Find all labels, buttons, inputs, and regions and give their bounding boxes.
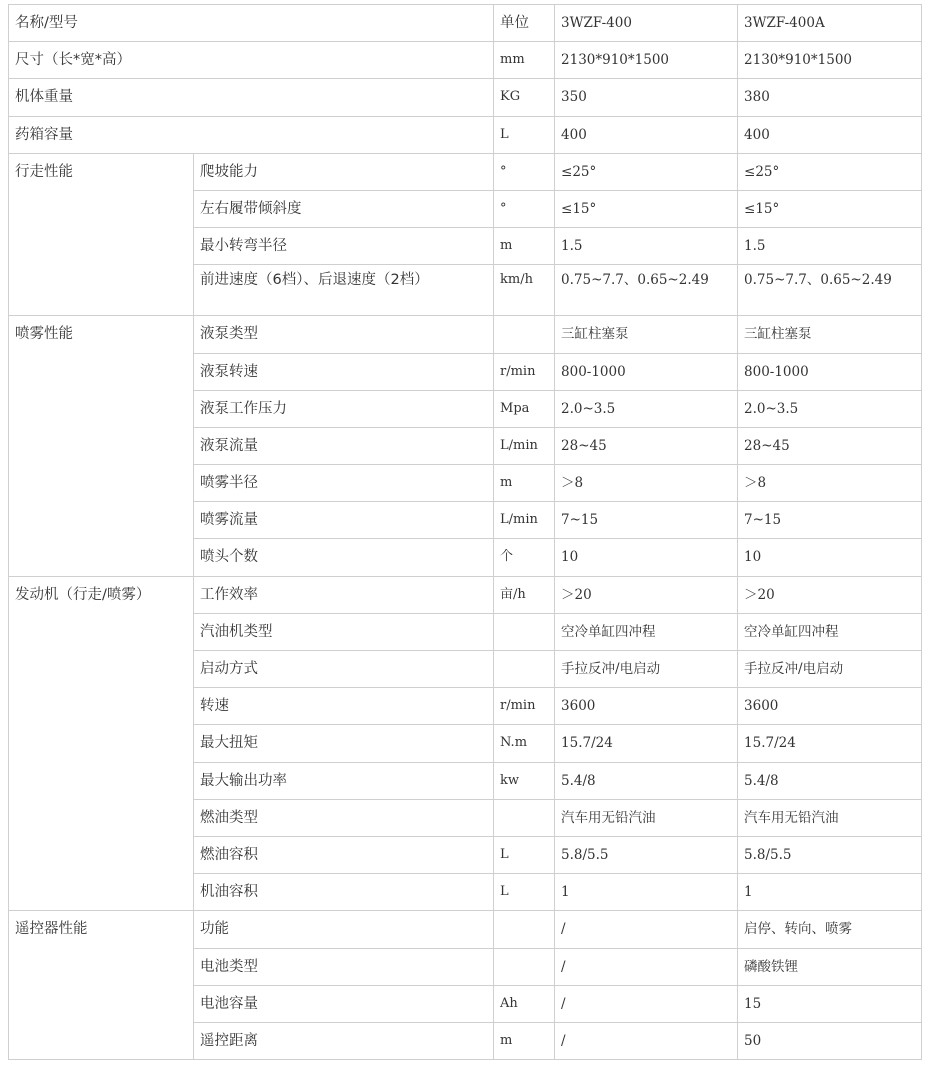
param-name-cell-text: 前进速度（6档）、后退速度（2档） — [200, 272, 429, 289]
unit-cell-text: 个 — [500, 549, 514, 565]
model-a-value-cell-text: ＞20 — [561, 586, 592, 603]
unit-cell — [494, 465, 555, 502]
model-a-value-cell — [555, 651, 738, 688]
param-name-cell — [9, 116, 494, 153]
unit-cell-text: m — [500, 238, 513, 254]
model-a-value-cell — [555, 911, 738, 948]
unit-cell-text — [500, 949, 548, 958]
model-b-value-cell-text: 15.7/24 — [744, 735, 796, 752]
unit-cell-text: L — [500, 884, 509, 900]
model-b-value-cell — [738, 502, 922, 539]
model-a-value-cell — [555, 1022, 738, 1059]
model-a-value-cell-text: / — [561, 1032, 566, 1049]
model-b-value-cell-text: 15 — [744, 995, 762, 1012]
unit-cell — [494, 228, 555, 265]
table-row — [9, 42, 922, 79]
model-b-value-cell — [738, 228, 922, 265]
model-b-value-cell-text: 空冷单缸四冲程 — [744, 623, 839, 640]
model-b-value-cell-text: 5.8/5.5 — [744, 846, 792, 863]
model-a-value-cell — [555, 762, 738, 799]
model-a-value-cell — [555, 190, 738, 227]
unit-cell-text: L/min — [500, 437, 538, 453]
model-b-value-cell — [738, 948, 922, 985]
group-name-cell-text: 行走性能 — [15, 163, 73, 180]
unit-cell-text — [500, 316, 548, 325]
unit-cell — [494, 948, 555, 985]
unit-cell-text: m — [500, 475, 513, 491]
model-b-value-cell — [738, 465, 922, 502]
param-name-cell-text: 遥控距离 — [200, 1032, 258, 1049]
model-a-value-cell — [555, 725, 738, 762]
model-b-value-cell — [738, 153, 922, 190]
model-b-value-cell — [738, 651, 922, 688]
unit-cell — [494, 427, 555, 464]
model-b-value-cell — [738, 613, 922, 650]
model-a-value-cell-text: 5.4/8 — [561, 772, 596, 789]
model-a-value-cell-text: 15.7/24 — [561, 735, 613, 752]
model-b-value-cell — [738, 576, 922, 613]
model-a-value-cell — [555, 799, 738, 836]
param-name-cell — [194, 874, 494, 911]
model-b-value-cell-text: 7~15 — [744, 512, 782, 529]
group-name-cell-text: 发动机（行走/喷雾） — [15, 586, 151, 603]
model-b-value-cell — [738, 836, 922, 873]
model-b-value-cell-text: 3600 — [744, 698, 779, 715]
model-a-value-cell-text: 0.75~7.7、0.65~2.49 — [561, 272, 709, 289]
param-name-cell — [194, 651, 494, 688]
unit-cell — [494, 539, 555, 576]
model-b-value-cell-text: 磷酸铁锂 — [744, 958, 799, 975]
model-b-value-cell-text: 启停、转向、喷雾 — [744, 921, 853, 938]
model-b-value-cell-text: ≤25° — [744, 163, 780, 180]
param-name-cell — [194, 762, 494, 799]
unit-cell-text — [500, 911, 548, 920]
model-b-value-cell-text: 10 — [744, 549, 762, 566]
model-a-value-cell — [555, 390, 738, 427]
model-a-value-cell-text: / — [561, 921, 566, 938]
model-b-value-cell — [738, 427, 922, 464]
unit-cell — [494, 116, 555, 153]
table-header-row — [9, 5, 922, 42]
param-name-cell — [194, 316, 494, 353]
param-name-cell-text: 燃油类型 — [200, 809, 258, 826]
model-b-value-cell — [738, 799, 922, 836]
unit-cell — [494, 190, 555, 227]
unit-cell — [494, 911, 555, 948]
model-a-value-cell — [555, 79, 738, 116]
model-b-value-cell-text: 28~45 — [744, 437, 790, 454]
model-a-value-cell-text: 空冷单缸四冲程 — [561, 623, 656, 640]
param-name-cell-text: 液泵工作压力 — [200, 400, 287, 417]
model-b-value-cell — [738, 911, 922, 948]
model-b-value-cell — [738, 190, 922, 227]
param-name-cell-text: 汽油机类型 — [200, 623, 273, 640]
unit-cell-text: Ah — [500, 995, 518, 1011]
model-a-value-cell-text: 1 — [561, 884, 570, 901]
model-a-value-cell-text: 手拉反冲/电启动 — [561, 661, 661, 677]
unit-cell — [494, 79, 555, 116]
model-a-value-cell — [555, 613, 738, 650]
group-name-cell-text: 喷雾性能 — [15, 326, 73, 343]
param-name-cell — [194, 502, 494, 539]
model-b-value-cell — [738, 265, 922, 316]
model-a-value-cell-text: 800-1000 — [561, 363, 626, 380]
spec-table-body — [9, 5, 922, 1060]
unit-cell — [494, 502, 555, 539]
unit-cell — [494, 799, 555, 836]
param-name-cell — [194, 688, 494, 725]
unit-cell — [494, 762, 555, 799]
model-a-value-cell — [555, 576, 738, 613]
model-b-value-cell-text: 2130*910*1500 — [744, 52, 852, 69]
model-a-value-cell-text: / — [561, 958, 566, 975]
param-name-cell-text: 功能 — [200, 921, 229, 938]
header-model-b-cell — [738, 5, 922, 42]
unit-cell-text: L — [500, 126, 509, 142]
param-name-cell-text: 爬坡能力 — [200, 163, 258, 180]
unit-cell — [494, 688, 555, 725]
table-row — [9, 79, 922, 116]
spec-table — [8, 4, 922, 1060]
param-name-cell-text: 电池类型 — [200, 958, 258, 975]
unit-cell-text: mm — [500, 52, 525, 68]
unit-cell — [494, 613, 555, 650]
model-a-value-cell-text: 1.5 — [561, 238, 583, 255]
model-a-value-cell-text: 28~45 — [561, 437, 607, 454]
table-row — [9, 316, 922, 353]
param-name-cell — [194, 465, 494, 502]
model-b-value-cell — [738, 762, 922, 799]
unit-cell — [494, 390, 555, 427]
param-name-cell-text: 喷雾半径 — [200, 475, 258, 492]
model-a-value-cell-text: 7~15 — [561, 512, 599, 529]
header-name-cell-text: 名称/型号 — [15, 15, 78, 31]
model-a-value-cell — [555, 985, 738, 1022]
table-row — [9, 576, 922, 613]
model-a-value-cell — [555, 153, 738, 190]
table-row — [9, 911, 922, 948]
unit-cell-text: kw — [500, 772, 520, 788]
model-b-value-cell — [738, 539, 922, 576]
unit-cell — [494, 576, 555, 613]
model-a-value-cell-text: / — [561, 995, 566, 1012]
param-name-cell-text: 转速 — [200, 698, 229, 715]
spec-table-container — [8, 4, 922, 1060]
unit-cell-text: ° — [500, 200, 507, 216]
model-a-value-cell — [555, 42, 738, 79]
unit-cell-text: KG — [500, 89, 521, 105]
param-name-cell — [194, 799, 494, 836]
model-a-value-cell-text: ≤25° — [561, 163, 597, 180]
model-a-value-cell-text: 350 — [561, 89, 587, 106]
unit-cell-text: 亩/h — [500, 586, 526, 602]
model-a-value-cell-text: 2.0~3.5 — [561, 400, 616, 417]
param-name-cell — [194, 613, 494, 650]
unit-cell-text: ° — [500, 163, 507, 179]
param-name-cell — [194, 390, 494, 427]
model-a-value-cell — [555, 265, 738, 316]
param-name-cell-text: 喷雾流量 — [200, 512, 258, 529]
unit-cell-text: Mpa — [500, 400, 530, 416]
model-b-value-cell-text: 手拉反冲/电启动 — [744, 661, 844, 677]
param-name-cell — [194, 985, 494, 1022]
model-b-value-cell-text: 三缸柱塞泵 — [744, 326, 812, 343]
model-b-value-cell — [738, 42, 922, 79]
group-name-cell-text: 遥控器性能 — [15, 921, 88, 938]
param-name-cell-text: 最大输出功率 — [200, 772, 287, 789]
group-name-cell — [9, 576, 194, 911]
param-name-cell — [194, 539, 494, 576]
model-a-value-cell-text: ＞8 — [561, 475, 584, 492]
param-name-cell-text: 最大扭矩 — [200, 735, 258, 752]
group-name-cell — [9, 153, 194, 316]
model-b-value-cell-text: 400 — [744, 126, 770, 143]
param-name-cell-text: 尺寸（长*宽*高） — [15, 52, 131, 69]
group-name-cell — [9, 316, 194, 576]
header-name-cell — [9, 5, 494, 42]
model-a-value-cell — [555, 539, 738, 576]
model-a-value-cell — [555, 353, 738, 390]
unit-cell — [494, 353, 555, 390]
param-name-cell-text: 液泵转速 — [200, 363, 258, 380]
param-name-cell-text: 工作效率 — [200, 586, 258, 603]
unit-cell-text — [500, 651, 548, 660]
unit-cell-text: N.m — [500, 735, 528, 751]
model-b-value-cell-text: 2.0~3.5 — [744, 400, 799, 417]
header-unit-cell-text: 单位 — [500, 15, 530, 31]
unit-cell — [494, 836, 555, 873]
unit-cell — [494, 1022, 555, 1059]
unit-cell — [494, 42, 555, 79]
param-name-cell — [194, 911, 494, 948]
model-b-value-cell — [738, 985, 922, 1022]
model-b-value-cell — [738, 688, 922, 725]
model-b-value-cell-text: 1.5 — [744, 238, 766, 255]
param-name-cell — [194, 576, 494, 613]
model-b-value-cell — [738, 316, 922, 353]
param-name-cell — [194, 190, 494, 227]
param-name-cell-text: 药箱容量 — [15, 126, 73, 143]
model-a-value-cell — [555, 502, 738, 539]
model-a-value-cell-text: 2130*910*1500 — [561, 52, 669, 69]
unit-cell — [494, 265, 555, 316]
param-name-cell — [9, 79, 494, 116]
model-a-value-cell — [555, 948, 738, 985]
model-b-value-cell — [738, 116, 922, 153]
param-name-cell — [194, 1022, 494, 1059]
table-row — [9, 116, 922, 153]
unit-cell-text: r/min — [500, 698, 536, 714]
model-a-value-cell-text: ≤15° — [561, 200, 597, 217]
model-a-value-cell — [555, 427, 738, 464]
group-name-cell — [9, 911, 194, 1060]
param-name-cell-text: 机体重量 — [15, 89, 73, 106]
model-a-value-cell — [555, 116, 738, 153]
model-b-value-cell-text: ＞8 — [744, 475, 767, 492]
param-name-cell-text: 液泵类型 — [200, 326, 258, 343]
model-b-value-cell-text: 800-1000 — [744, 363, 809, 380]
header-model-a-cell-text: 3WZF-400 — [561, 15, 632, 31]
param-name-cell — [194, 836, 494, 873]
model-b-value-cell-text: 汽车用无铅汽油 — [744, 809, 839, 826]
unit-cell — [494, 985, 555, 1022]
model-a-value-cell-text: 汽车用无铅汽油 — [561, 809, 656, 826]
model-b-value-cell-text: ≤15° — [744, 200, 780, 217]
param-name-cell — [194, 427, 494, 464]
param-name-cell-text: 喷头个数 — [200, 549, 258, 566]
model-b-value-cell-text: 50 — [744, 1032, 762, 1049]
model-b-value-cell — [738, 874, 922, 911]
table-row — [9, 153, 922, 190]
param-name-cell — [194, 948, 494, 985]
model-b-value-cell-text: 0.75~7.7、0.65~2.49 — [744, 272, 892, 289]
unit-cell — [494, 874, 555, 911]
header-model-b-cell-text: 3WZF-400A — [744, 15, 825, 31]
model-a-value-cell-text: 400 — [561, 126, 587, 143]
model-a-value-cell — [555, 836, 738, 873]
model-b-value-cell — [738, 390, 922, 427]
unit-cell-text: L — [500, 846, 509, 862]
model-b-value-cell — [738, 79, 922, 116]
unit-cell-text — [500, 800, 548, 809]
header-model-a-cell — [555, 5, 738, 42]
model-b-value-cell-text: ＞20 — [744, 586, 775, 603]
model-b-value-cell — [738, 353, 922, 390]
unit-cell-text: km/h — [500, 272, 533, 288]
unit-cell — [494, 153, 555, 190]
model-b-value-cell — [738, 725, 922, 762]
model-a-value-cell — [555, 465, 738, 502]
param-name-cell — [194, 265, 494, 316]
param-name-cell-text: 机油容积 — [200, 884, 258, 901]
param-name-cell-text: 燃油容积 — [200, 846, 258, 863]
unit-cell-text — [500, 614, 548, 623]
model-b-value-cell-text: 5.4/8 — [744, 772, 779, 789]
model-a-value-cell-text: 10 — [561, 549, 579, 566]
param-name-cell — [9, 42, 494, 79]
param-name-cell — [194, 153, 494, 190]
model-a-value-cell-text: 3600 — [561, 698, 596, 715]
unit-cell-text: L/min — [500, 512, 538, 528]
param-name-cell-text: 液泵流量 — [200, 437, 258, 454]
model-b-value-cell-text: 380 — [744, 89, 770, 106]
unit-cell — [494, 725, 555, 762]
param-name-cell-text: 电池容量 — [200, 995, 258, 1012]
model-a-value-cell — [555, 874, 738, 911]
unit-cell — [494, 651, 555, 688]
param-name-cell — [194, 353, 494, 390]
unit-cell-text: m — [500, 1032, 513, 1048]
model-a-value-cell — [555, 688, 738, 725]
model-a-value-cell — [555, 316, 738, 353]
model-b-value-cell-text: 1 — [744, 884, 753, 901]
param-name-cell-text: 左右履带倾斜度 — [200, 200, 302, 217]
header-unit-cell — [494, 5, 555, 42]
model-a-value-cell-text: 三缸柱塞泵 — [561, 326, 629, 343]
param-name-cell-text: 启动方式 — [200, 661, 258, 677]
unit-cell-text: r/min — [500, 363, 536, 379]
param-name-cell — [194, 725, 494, 762]
param-name-cell — [194, 228, 494, 265]
param-name-cell-text: 最小转弯半径 — [200, 238, 287, 255]
model-a-value-cell — [555, 228, 738, 265]
unit-cell — [494, 316, 555, 353]
model-a-value-cell-text: 5.8/5.5 — [561, 846, 609, 863]
model-b-value-cell — [738, 1022, 922, 1059]
